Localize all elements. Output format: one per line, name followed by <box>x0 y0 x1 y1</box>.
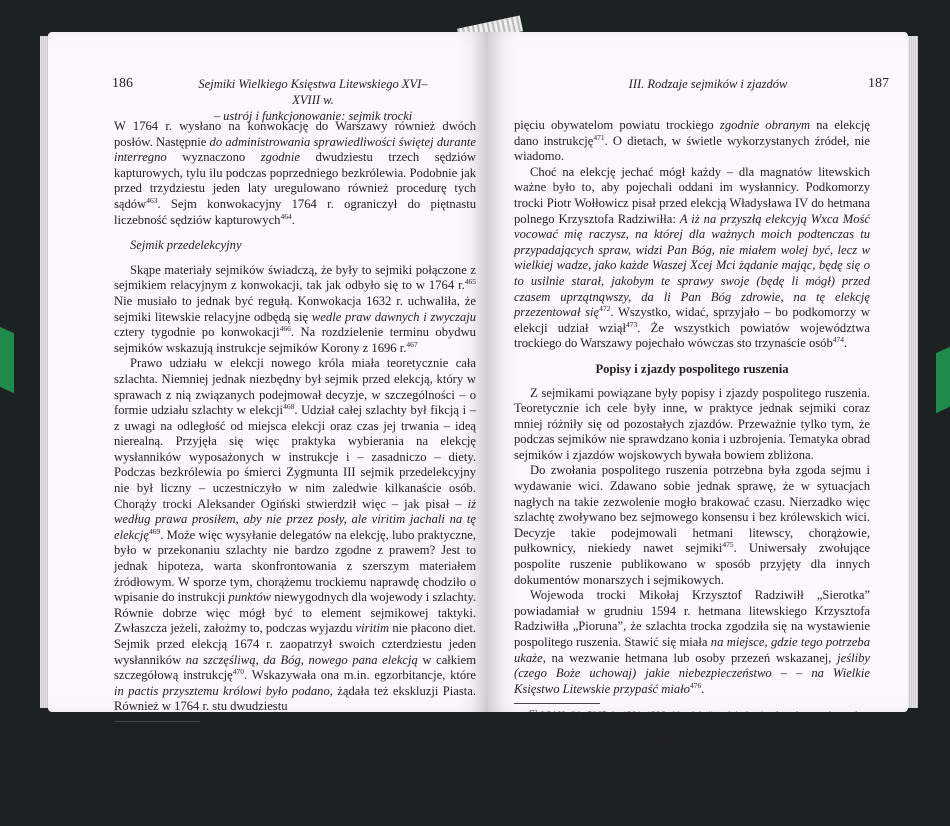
footnote: $^{466}$ VL, III, 736. <box>128 763 189 776</box>
body-text <box>114 119 476 826</box>
footnote: $^{474}$ Ibidem, s. 305. <box>528 770 598 783</box>
footnote-ref: 471 <box>593 132 605 142</box>
footnote: $^{463}$ LPAH, SA–5965, k. 1032. <box>128 726 242 739</box>
footnote: $^{476}$ AGAD, AR II, nr 287. <box>528 806 626 819</box>
green-bookmark-right <box>936 347 950 414</box>
paragraph: Z sejmikami powiązane były popisy i zjazdy pospolitego ruszenia. Teoretycznie ich cele były inne, w praktyce jednak sejmiki coraz mniej różniły się od pozostałych zjazdów. Przeważnie tylko tym, że podczas sejmików nie sprawdzano konia i uzbrojenia. Tematyka obrad sejmików i zjazdów wojskowych bywała bowiem zbliżona. <box>514 385 870 462</box>
footnote-ref: 464 <box>280 211 292 221</box>
footnote-ref: 475 <box>722 540 734 550</box>
page-number: 186 <box>112 76 133 91</box>
section-heading: Popisy i zjazdy pospolitego ruszenia <box>595 361 789 376</box>
left-page <box>48 32 488 825</box>
green-bookmark-left <box>0 327 14 394</box>
paragraph: Wojewoda trocki Mikołaj Krzysztof Radziwiłł „Sierotka” powiadamiał w grudniu 1594 r. hetmana litewskiego Krzysztofa Radziwiłła „Pioruna”, że szlachta trocka zgodziła się na wystawienie pospolitego ruszenia. Stawić się miała na miejsce, gdzie tego potrzeba ukaże, na wezwanie hetmana lub osoby przezeń wskazanej, jeśliby (czego Boże uchowaj) jakie niebezpieczeństwo – – na Wielkie Księstwo Litewskie przypaść miało$^{476}$. <box>514 588 870 696</box>
page-number: 187 <box>868 76 889 91</box>
paragraph: Skąpe materiały sejmików świadczą, że były to sejmiki połączone z sejmikiem relacyjnym z konwokacji, tak jak odbyło się to w 1764 r.$^{465}$ Nie musiało to jednak być regułą. Konwokacja 1632 r. uchwaliła, że sejmiki litewskie relacyjne odbędą się wedle praw dawnych i zwyczaju cztery tygodnie po konwokacji$^{466}$. Na rozdzielenie terminu obydwu sejmików wskazują instrukcje sejmików Korony z 1696 r.$^{467}$ <box>114 262 476 355</box>
footnote-ref: 469 <box>148 526 161 536</box>
open-book <box>40 22 918 825</box>
paragraph: W 1764 r. wysłano na konwokację do Warszawy również dwóch posłów. Następnie do administrowania sprawiedliwości świętej durante interregno wyznaczono zgodnie dwudziestu trzech sędziów kapturowych, tylu ilu podczas poprzedniego bezkrólewia. Podobnie jak przed trzydziestu jeden laty uregulowano również procedurę tych sądów$^{463}$. Sejm konwokacyjny 1764 r. ograniczył do piętnastu liczebność sędziów kapturowych$^{464}$. <box>114 119 476 227</box>
footnote-ref: 472 <box>599 303 611 313</box>
footnote: $^{471}$ LPAH, SA–5965, k. 1381–1386. Akt elekcji podpisała niecała połowa wybranych w Trockach wysłanników, VL, VII, 243–244. Jest kwestią otwartą: nie dojechali czy też – nie przepadali za stolnikiem litewskim i dlatego nie podpisali? <box>514 709 870 746</box>
footnote: $^{469}$ AGAD, AR V, nr 10694, 17 sierpnia 1632 r. <box>128 800 309 813</box>
paragraph: pięciu obywatelom powiatu trockiego zgodnie obranym na elekcję dano instrukcję$^{471}$. O dietach, w świetle wykorzystanych źródeł, nie wiadomo. <box>514 118 870 164</box>
footnote-ref: 476 <box>689 680 702 690</box>
footnote-ref: 463 <box>146 195 158 205</box>
footnote: $^{468}$ S. Płaza, Sejmiki i zjazdy, s. 138. <box>128 787 268 800</box>
footnote-ref: 468 <box>283 401 295 411</box>
footnote: $^{473}$ W. Kaczorowski, Sejmy konwokacyjny i elekcyjny, s. 257. <box>528 758 762 771</box>
footnote-rule <box>114 721 200 722</box>
body-text <box>514 118 870 820</box>
footnote-ref: 467 <box>406 339 418 349</box>
footnote: $^{470}$ BUWiL, F. 7, księga grodzka trocka za lata 1674–1677, k. 110–113 v. <box>128 812 408 825</box>
footnote-ref: 465 <box>464 277 476 287</box>
header-line: – ustrój i funkcjonowanie: sejmik trocki <box>213 109 413 123</box>
footnote: $^{475}$ S. Płaza, Sejmiki i zjazdy, s. 150; A. Tyla, Znaczenie pospolitego ruszenia w obronie Wielkiego Księstwa Litewskiego w XVI–XVII w. [w:] Profesor Henryk Łowmiański, s. 128. <box>514 782 871 807</box>
footnote-ref: 474 <box>832 335 844 345</box>
paragraph: Prawo udziału w elekcji nowego króla miała teoretycznie cała szlachta. Niemniej jednak niezbędny był sejmik przed elekcją, który w sprawach z nią związanych podejmował decyzje, w szczególności – o formie udziału szlachty w elekcji$^{468}$. Udział całej szlachty był fikcją i – z uwagi na odległość od miejsca elekcji oraz czas jej trwania – ideą nierealną. Przyjęła się więc praktyka wybierania na elekcję wysłanników wyposażonych w instrukcje i – zasadniczo – diety. Podczas bezkrólewia po śmierci Zygmunta III sejmik przedelekcyjny nie był liczny – uczestniczyło w nim zaledwie kilkanaście osób. Chorąży trocki Aleksander Ogiński stwierdził więc – jak pisał – iż według prawa prosiłem, aby nie przez posły, ale viritim jachali na tę elekcję$^{469}$. Może więc wysyłanie delegatów na elekcję, lubo praktyczne, było w przekonaniu szlachty nie bardzo zgodne z prawem? Jest to jednak hipoteza, warta skonfrontowania z szerszym materiałem źródłowym. W sporze tym, chorążemu trockiemu naprawdę chodziło o wpisanie do instrukcji punktów niewygodnych dla wojewody i szlachty. Równie dobrze więc mógł być to element sejmikowej taktyki. Zwłaszcza jeżeli, założmy to, podczas wyjazdu viritim nie płacono diet. Sejmik przed elekcją 1674 r. zaopatrzył swoich czterdziestu jeden wysłanników na szczęśliwą, da Bóg, nowego pana elekcją w całkiem szczegółową instrukcję$^{470}$. Wskazywała ona m.in. egzorbitancje, które in pactis przysztemu królowi było podano, żądała też ekskluzji Piasta. Również w 1764 r. stu dwudziestu <box>114 356 476 714</box>
header-line: Sejmiki Wielkiego Księstwa Litewskiego XVI–XVIII w. <box>198 77 428 107</box>
footnote: $^{472}$ AGAD, AR V, nr 17984, 9 sierpnia 1632 r. <box>528 745 704 758</box>
footnote: $^{467}$ H. Olszewski, Nowe materiały do „Chronologii sejmów polskich”, s. 234. <box>128 775 425 788</box>
paragraph: Do zwołania pospolitego ruszenia potrzebna była zgoda sejmu i wydawanie wici. Zdawano sobie jednak sprawę, że w sytuacjach nagłych na takie zezwolenie mogło brakować czasu. Nierzadko więc szlachtę zwoływano bez sejmowego konsensu i bez królewskich wici. Decyzje takie podejmowali hetmani litewscy, chorążowie, pułkownicy, niekiedy nawet sejmiki$^{475}$. Uniwersały zwołujące pospolite ruszenie publikowano w sposób przyjęty dla innych dokumentów monarszych i sejmikowych. <box>514 463 870 587</box>
footnote: $^{465}$ LPAH, SA–5965, k. 1034 n. <box>128 751 249 764</box>
footnote-rule <box>514 703 600 704</box>
footnote-ref: 466 <box>279 323 291 333</box>
running-header <box>188 76 438 124</box>
subheading: Sejmik przedelekcyjny <box>130 238 242 253</box>
footnote-ref: 470 <box>232 667 245 676</box>
footnote: $^{464}$ VL, VII, 185. <box>128 738 193 752</box>
footnotes <box>114 728 476 826</box>
right-page <box>488 32 908 819</box>
running-header: III. Rodzaje sejmików i zjazdów <box>628 77 788 91</box>
footnote-ref: 473 <box>625 319 638 329</box>
footnotes <box>514 710 870 820</box>
paragraph: Choć na elekcję jechać mógł każdy – dla magnatów litewskich ważne było to, aby pojechali oddani im wysłannicy. Podkomorzy trocki Piotr Wołłowicz pisał przed elekcją Władysława IV do hetmana polnego Krzysztofa Radziwiłła: A iż na przyszłą elekcyją Wxca Mość vocować mię raczysz, na której dla ważnych moich podtenczas tu przypadających spraw, widzi Pan Bóg, nie miałem wolej być, lecz w wielkiej wadze, jako każde Waszej Xcej Mci żądanie mając, będę się o to usilnie starał, jakobym te sprawy swoje (będę li mógł) przed czasem uprzątnąwszy, da li Pan Bóg zdrowie, na tę elekcję przezentował się$^{472}$. Wszystko, widać, sprzyjało – bo podkomorzy w elekcji udział wziął$^{473}$. Że wszystkich powiatów województwa trockiego do Warszawy pojechało wówczas sto trzynaście osób$^{474}$. <box>514 164 870 351</box>
